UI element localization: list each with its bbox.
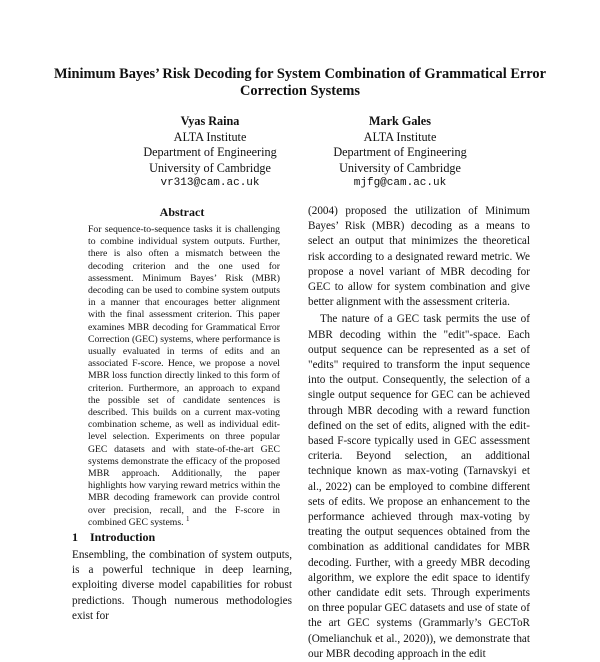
section-title: Introduction bbox=[90, 530, 156, 544]
author-university: University of Cambridge bbox=[339, 160, 461, 175]
abstract-heading: Abstract bbox=[159, 205, 205, 219]
intro-paragraph: Ensembling, the combination of system outputs, is a powerful technique in deep learning, exploiting diverse model capabilities for robust predictions. Though numerous methodologies exist for bbox=[72, 549, 292, 622]
author-institute: ALTA Institute bbox=[173, 129, 247, 144]
author-block-1 bbox=[120, 114, 300, 192]
abstract-text: For sequence-to-sequence tasks it is challenging to combine individual system outputs. Further, there is also often a mismatch between the decoding criterion and the one used for assessment. Minimum Bayes’ Risk (MBR) decoding can be used to combine system outputs in a manner that encourages better alignment with the final assessment criterion. This paper examines MBR decoding for Grammatical Error Correction (GEC) systems, where performance is usually evaluated in terms of edits and an associated F-score. Hence, we propose a novel MBR loss function directly linked to this form of criterion. Furthermore, an approach to expand the possible set of candidate sentences is described. This builds on a current max-voting combination scheme, as well as individual edit-level selection. Experiments on three popular GEC datasets and with state-of-the-art GEC systems demonstrate the efficacy of the proposed MBR approach. Additionally, the paper highlights how varying reward metrics within the MBR decoding framework can provide control over precision, recall, and the F-score in combined GEC systems. bbox=[88, 224, 280, 528]
section-number: 1 bbox=[72, 530, 78, 544]
author-name: Mark Gales bbox=[369, 114, 431, 128]
section-heading bbox=[72, 530, 155, 545]
right-paragraph-2: The nature of a GEC task permits the use of MBR decoding within the "edit"-space. Each output sequence can be represented as a set of "edits" required to transform the input sequence into the output. Consequently, the selection of a single output sequence for GEC can be achieved through MBR decoding with a reward function defined on the set of edits, aligned with the edit-based F-score typically used in GEC assessment criteria. Beyond selection, an additional technique known as max-voting (Tarnavskyi et al., 2022) can be employed to combine different sets of edits. We propose an enhancement to the performance achieved through max-voting by treating the output sequences obtained from the combination as additional candidates for MBR decoding. Further, with a greedy MBR decoding algorithm, we explore the edit space to identify other candidate edit sets. Through experiments on three popular GEC datasets and use of state of the art GEC systems (Grammarly’s GECToR (Omelianchuk et al., 2020)), we demonstrate that our MBR decoding approach in the edit bbox=[308, 313, 530, 660]
right-column bbox=[308, 204, 530, 662]
author-department: Department of Engineering bbox=[333, 145, 467, 159]
author-block-2 bbox=[310, 114, 490, 192]
author-email[interactable]: vr313@cam.ac.uk bbox=[160, 177, 260, 189]
author-institute: ALTA Institute bbox=[363, 129, 437, 144]
author-university: University of Cambridge bbox=[149, 160, 271, 175]
paper-title: Minimum Bayes’ Risk Decoding for System Combination of Grammatical Error Correction Systems bbox=[53, 66, 547, 99]
abstract-body bbox=[88, 224, 280, 529]
right-paragraph-1: (2004) proposed the utilization of Minimum Bayes’ Risk (MBR) decoding as a means to select an output that minimizes the theoretical risk according to a designated reward metric. We propose a novel variant of MBR decoding for GEC to allow for system combination and give better alignment with the assessment criteria. bbox=[308, 205, 530, 309]
footnote-marker: 1 bbox=[185, 514, 190, 523]
author-email[interactable]: mjfg@cam.ac.uk bbox=[353, 177, 447, 189]
author-name: Vyas Raina bbox=[180, 114, 240, 128]
author-department: Department of Engineering bbox=[143, 145, 277, 159]
